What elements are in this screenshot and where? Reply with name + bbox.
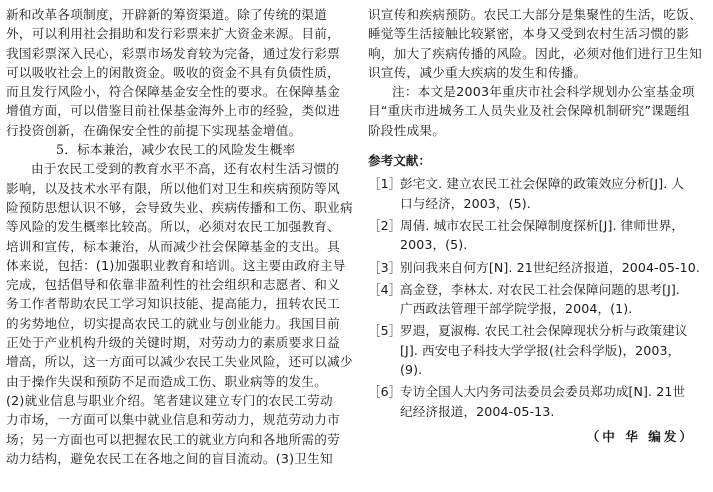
body-line: 而且发行风险小，符合保障基金安全性的要求。在保障基金: [6, 84, 340, 100]
body-line: 力市场，一方面可以集中就业信息和劳动力，规范劳动力市: [6, 412, 340, 428]
funding-note-line: 目“重庆市进城务工人员失业及社会保障机制研究”课题组: [368, 103, 690, 119]
body-line: 外，可以利用社会捐助和发行彩票来扩大资金来源。目前，: [6, 26, 340, 42]
body-line: 影响，以及技术水平有限，所以他们对卫生和疾病预防等风: [6, 180, 340, 196]
body-line: 新和改革各项制度，开辟新的筹资渠道。除了传统的渠道: [6, 7, 328, 22]
reference-line: 高金登，李林太. 对农民工社会保障问题的思考[J].: [400, 281, 681, 297]
reference-line: 口与经济，2003，(5).: [400, 195, 531, 211]
reference-item: [368, 280, 703, 319]
section-title: 5．标本兼治，减少农民工的风险发生概率: [56, 142, 296, 158]
reference-line: 纪经济报道，2004-05-13.: [400, 403, 555, 419]
body-line: (2)就业信息与职业介绍。笔者建议建立专门的农民工劳动: [6, 392, 333, 408]
reference-item: [368, 258, 703, 277]
body-line: 务工作者帮助农民工学习知识技能、提高能力，扭转农民工: [6, 296, 340, 312]
reference-item: [368, 321, 703, 379]
left-column: [6, 5, 354, 468]
body-line: 动力结构，避免农民工在各地之间的盲目流动。(3)卫生知: [6, 450, 333, 466]
body-line: 增值方面，可以借鉴目前社保基金海外上市的经验，类似进: [6, 103, 340, 119]
reference-item: [368, 174, 703, 213]
reference-line: 广西政法管理干部学院学报，2004，(1).: [400, 301, 633, 317]
body-line: 增高，所以，这一方面可以减少农民工失业风险，还可以减少: [6, 354, 353, 370]
body-line: 体来说，包括：(1)加强职业教育和培训。这主要由政府主导: [6, 257, 346, 273]
body-line: 由于农民工受到的教育水平不高，还有农村生活习惯的: [31, 161, 340, 177]
reference-line: 罗遐，夏淑梅. 农民工社会保障现状分析与政策建议: [400, 323, 688, 339]
reference-line: 别问我来自何方[N]. 21世纪经济报道，2004-05-10.: [400, 259, 700, 275]
funding-note-line: 阶段性成果。: [368, 122, 446, 138]
reference-item: [368, 216, 703, 255]
reference-line: (9).: [400, 362, 423, 378]
body-line: 响，加大了疾病传播的风险。因此，必须对他们进行卫生知: [368, 45, 702, 61]
body-line: 培训和宣传，标本兼治，从而减少社会保障基金的支出。具: [6, 238, 340, 254]
reference-number: ［5］: [368, 323, 402, 339]
body-line: 可以吸收社会上的闲散资金。吸收的资金不具有负债性质，: [6, 64, 340, 80]
editor-credit: （中 华 编发）: [586, 428, 695, 444]
reference-number: ［6］: [368, 384, 402, 400]
reference-number: ［1］: [368, 176, 402, 192]
body-line: 我国彩票深入民心，彩票市场发育较为完备，通过发行彩票: [6, 45, 340, 61]
body-line: 行投资创新，在确保安全性的前提下实现基金增值。: [6, 122, 302, 138]
reference-item: [368, 382, 703, 421]
body-line: 识宣传和疾病预防。农民工大部分是集聚性的生活，吃饭、: [368, 7, 702, 22]
body-line: 险预防思想认识不够，会导致失业、疾病传播和工伤、职业病: [6, 199, 353, 215]
body-line: 识宣传，减少重大疾病的发生和传播。: [368, 64, 587, 80]
reference-line: 2003，(5).: [400, 237, 468, 253]
body-line: 完成，包括倡导和依靠非盈利性的社会组织和志愿者、和义: [6, 277, 340, 293]
body-line: 睡觉等生活接触比较紧密，本身又受到农村生活习惯的影: [368, 26, 690, 42]
reference-number: ［2］: [368, 217, 402, 233]
reference-line: 彭宅文. 建立农民工社会保障的政策效应分析[J]. 人: [400, 176, 685, 192]
body-line: 的劣势地位，切实提高农民工的就业与创业能力。我国目前: [6, 315, 340, 331]
body-line: 等风险的发生概率比较高。所以，必须对农民工加强教育、: [6, 219, 340, 235]
body-line: 场；另一方面也可以把握农民工的就业方向和各地所需的劳: [6, 431, 340, 447]
body-line: 正处于产业机构升级的关键时期，对劳动力的素质要求日益: [6, 335, 340, 351]
body-line: 由于操作失误和预防不足而造成工伤、职业病等的发生。: [6, 373, 328, 389]
references-heading: 参考文献：: [368, 153, 431, 169]
reference-number: ［3］: [368, 259, 402, 275]
funding-note-line: 注：本文是2003年重庆市社会科学规划办公室基金项: [392, 84, 695, 100]
reference-line: 专访全国人大内务司法委员会委员郑功成[N]. 21世: [400, 384, 686, 400]
right-column: [368, 5, 703, 446]
reference-line: [J]. 西安电子科技大学学报(社会科学版)，2003，: [400, 342, 681, 358]
reference-number: ［4］: [368, 281, 402, 297]
reference-line: 周倩. 城市农民工社会保障制度探析[J]. 律师世界，: [400, 217, 685, 233]
